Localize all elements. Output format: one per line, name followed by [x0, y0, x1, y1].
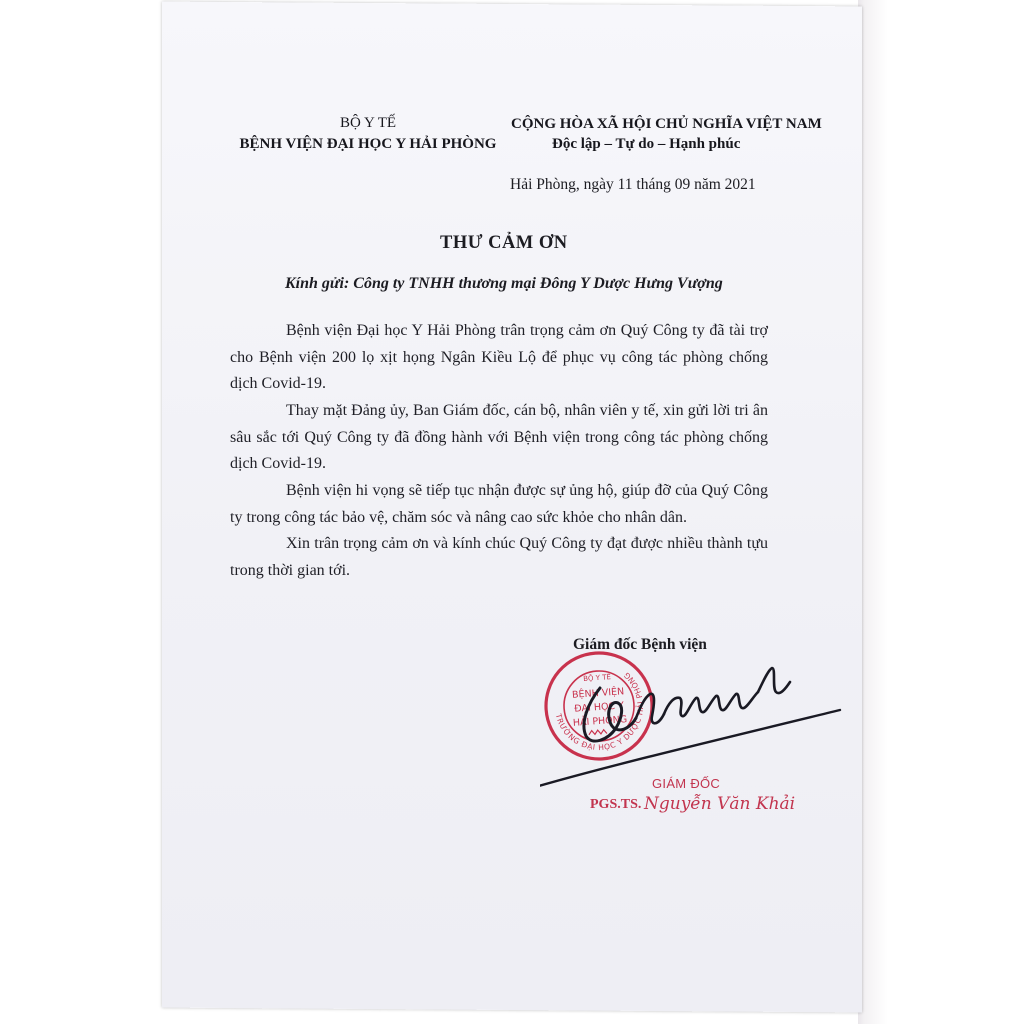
seal-center-line-3: HẢI PHÒNG — [572, 714, 628, 729]
seal-top-text: BỘ Y TẾ — [582, 673, 612, 684]
director-name: Nguyễn Văn Khải — [644, 794, 796, 814]
date-line: Hải Phòng, ngày 11 tháng 09 năm 2021 — [510, 176, 756, 193]
letter-title: THƯ CẢM ƠN — [440, 233, 568, 253]
director-name-prefix: PGS.TS. — [590, 797, 642, 812]
ministry-name: BỘ Y TẾ — [339, 115, 397, 131]
republic-name: CỘNG HÒA XÃ HỘI CHỦ NGHĨA VIỆT NAM — [511, 116, 822, 132]
national-motto: Độc lập – Tự do – Hạnh phúc — [552, 136, 741, 152]
recipient-line: Kính gửi: Công ty TNHH thương mại Đông Y Dược Hưng Vượng — [285, 275, 723, 292]
photo-background-left — [0, 0, 162, 1024]
director-caption: GIÁM ĐỐC — [652, 776, 721, 791]
body-paragraph-3: Bệnh viện hi vọng sẽ tiếp tục nhận được sự ủng hộ, giúp đỡ của Quý Công ty trong công tác bảo vệ, chăm sóc và nâng cao sức khỏe cho nhân dân. — [230, 482, 768, 526]
signature-title: Giám đốc Bệnh viện — [573, 636, 707, 653]
seal-ring-text: TRƯỜNG ĐẠI HỌC Y DƯỢC HẢI PHÒNG — [553, 670, 646, 753]
body-paragraph-2: Thay mặt Đảng ủy, Ban Giám đốc, cán bộ, nhân viên y tế, xin gửi lời tri ân sâu sắc tới Quý Công ty đã đồng hành với Bệnh viện trong công tác phòng chống dịch Covid-19. — [230, 402, 768, 472]
body-paragraph-1: Bệnh viện Đại học Y Hải Phòng trân trọng cảm ơn Quý Công ty đã tài trợ cho Bệnh viện 200 lọ xịt họng Ngân Kiều Lộ để phục vụ công tác phòng chống dịch Covid-19. — [230, 322, 768, 392]
seal-center-line-2: ĐẠI HỌC Y — [573, 700, 625, 715]
body-paragraph-4: Xin trân trọng cảm ơn và kính chúc Quý Công ty đạt được nhiều thành tựu trong thời gian tới. — [230, 535, 768, 579]
hospital-name: BỆNH VIỆN ĐẠI HỌC Y HẢI PHÒNG — [239, 136, 497, 152]
photo-background-right — [858, 0, 1024, 1024]
seal-center-line-1: BỆNH VIỆN — [571, 686, 625, 701]
